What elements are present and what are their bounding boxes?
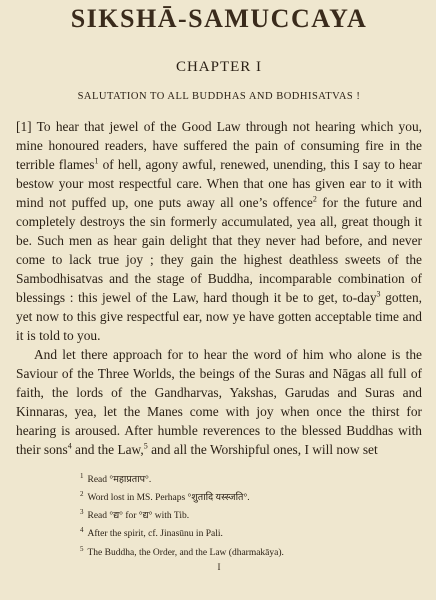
section-subheading: SALUTATION TO ALL BUDDHAS AND BODHISATVAS ! [77, 91, 361, 102]
paragraph-1-text-c: for the future and completely destroys the sin formerly accumulated, yea all, great though it be. Such men as hear gain delight that they never had before, and never come to lack true joy ; they gain the highest deathless sweets of the Sambodhisatvas and the stage of Buddha, incomparable combination of blessings : this jewel of the Law, hard though it be to get, to-day [16, 195, 422, 305]
paragraph-1-text-d: gotten, yet now to this give respectful ear, now ye have gotten acceptable time and it is told to you. [16, 290, 422, 343]
footnote [80, 523, 422, 541]
footnotes [16, 469, 422, 560]
footnote-mark: 4 [80, 526, 84, 535]
paragraph-1-text-a: [1] To hear that jewel of the Good Law through not hearing which you, mine honoured readers, have suffered the pain of consuming fire in the terrible flames [16, 119, 422, 172]
footnote-ref-1: 1 [94, 156, 99, 166]
chapter-heading: CHAPTER I [175, 59, 263, 75]
footnote-text: After the spirit, cf. Jinasūnu in Pali. [87, 529, 223, 540]
footnote [80, 505, 422, 523]
page-number: I [217, 561, 221, 572]
footnote-ref-5: 5 [143, 441, 148, 451]
footnote-mark: 1 [80, 472, 84, 480]
footnote-mark: 2 [80, 490, 84, 499]
paragraph-2-text-a: And let there approach for to hear the word of him who alone is the Saviour of the Three Worlds, the beings of the Suras and Nāgas all full of faith, the lords of the Gandharvas, Yakshas, Garudas and Suras and Kinnaras, yea, let the Manes come with joy when once the thirst for hearing is aroused. After humble reverences to the blessed Buddhas with their sons [16, 347, 422, 457]
footnote [80, 469, 422, 487]
footnote [80, 487, 422, 505]
footnote [80, 542, 422, 560]
paragraph-2 [16, 345, 422, 459]
paragraph-2-text-b: and the Law, [71, 442, 144, 457]
footnote-text: The Buddha, the Order, and the Law (dharmakāya). [87, 547, 284, 558]
paragraph-1-text-b: of hell, agony awful, renewed, unending, this I say to hear bestow your most respectful care. When that one has given ear to it with mind not puffed up, one puts away all one’s offence [16, 157, 422, 210]
footnote-mark: 5 [80, 544, 84, 553]
body-text [16, 117, 422, 459]
footnote-mark: 3 [80, 508, 84, 517]
footnote-ref-3: 3 [376, 289, 381, 299]
footnote-text: Word lost in MS. Perhaps °शुतादि यस्स्जति°. [87, 493, 250, 504]
paragraph-2-text-c: and all the Worshipful ones, I will now set [147, 442, 378, 457]
footnote-text: Read °द्य° for °द्य° with Tib. [87, 511, 190, 522]
footnote-text: Read °महाप्रताप°. [87, 475, 152, 486]
footnote-ref-4: 4 [67, 441, 72, 451]
running-head: SIKSHĀ-SAMUCCAYA [70, 4, 368, 33]
footnote-ref-2: 2 [312, 194, 317, 204]
paragraph-1 [16, 117, 422, 345]
